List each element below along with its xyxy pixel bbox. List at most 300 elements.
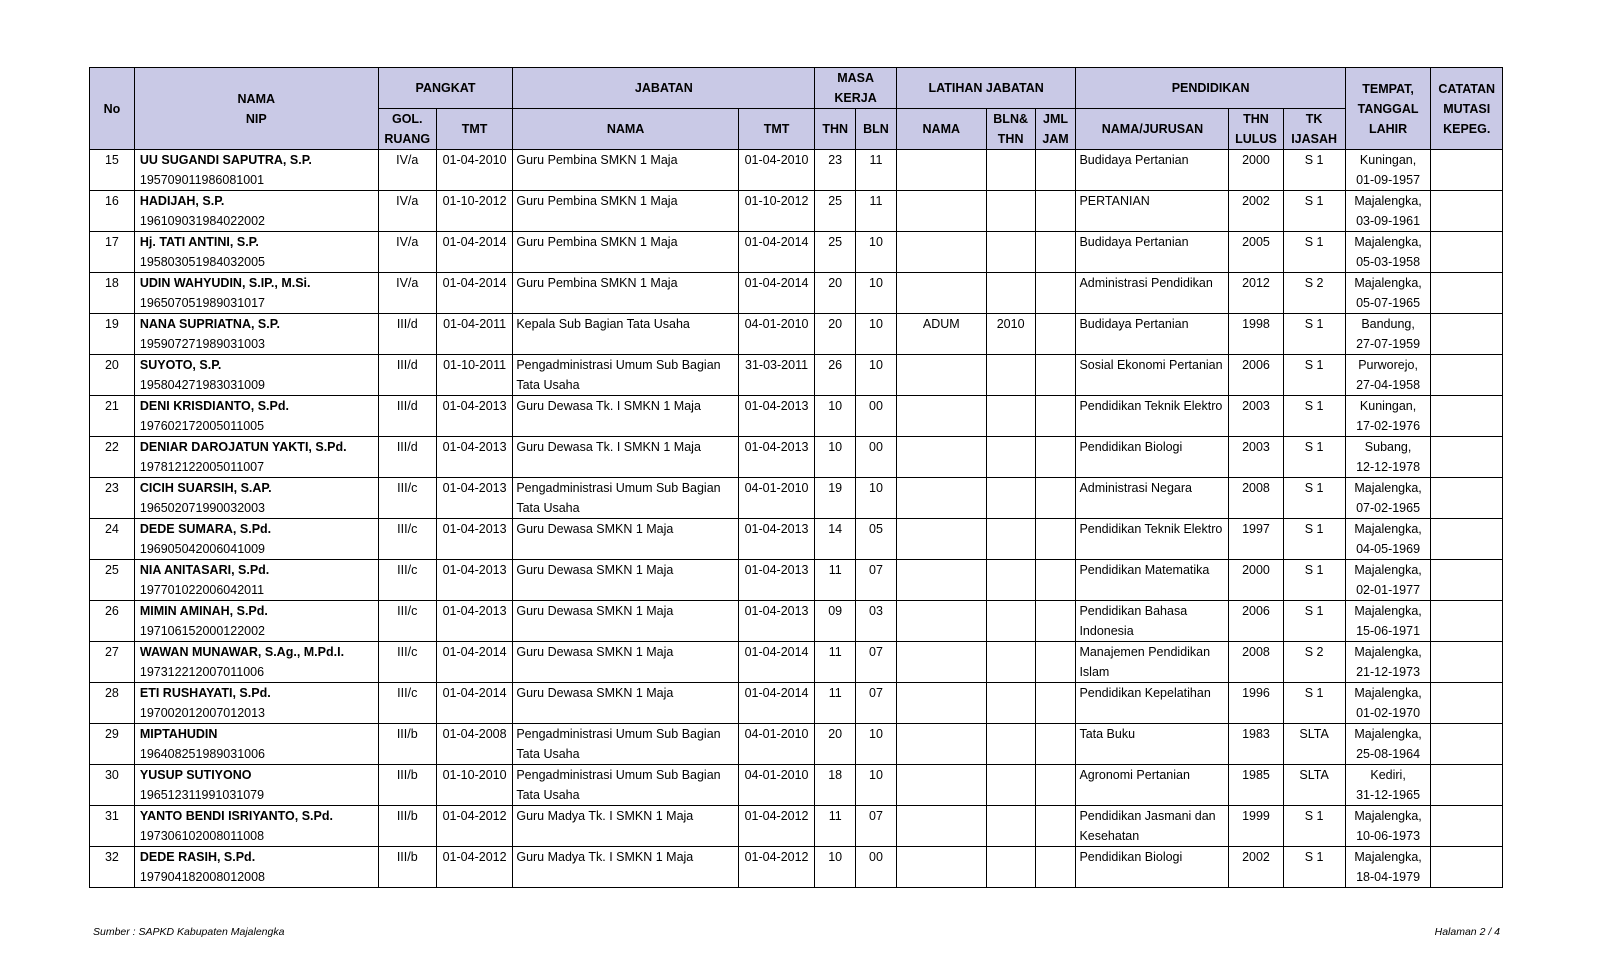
row-nama-nip: [134, 683, 378, 724]
row-gol: III/c: [378, 601, 436, 642]
row-mk-thn: 26: [815, 355, 856, 396]
row-lat-bln-thn: [986, 396, 1035, 437]
row-lat-nama: [896, 560, 986, 601]
row-tmt-pangkat: 01-04-2014: [436, 232, 513, 273]
row-mk-bln: 11: [856, 150, 897, 191]
row-tmt-pangkat: 01-04-2012: [436, 806, 513, 847]
page-number: Halaman 2 / 4: [1434, 926, 1500, 938]
employee-name: NIA ANITASARI, S.Pd.: [139, 563, 270, 577]
row-lat-bln-thn: [986, 478, 1035, 519]
row-tk-ijasah: SLTA: [1283, 724, 1345, 765]
row-mk-thn: 11: [815, 560, 856, 601]
row-tmt-pangkat: 01-04-2014: [436, 683, 513, 724]
birth-place: Majalengka,: [1354, 235, 1422, 249]
row-jurusan: PERTANIAN: [1076, 191, 1229, 232]
birth-date: 27-07-1959: [1356, 337, 1421, 351]
employee-nip: 197904182008012008: [139, 870, 266, 884]
row-lat-jml-jam: [1035, 273, 1076, 314]
row-mk-thn: 20: [815, 273, 856, 314]
col-nama-jurusan-header: NAMA/JURUSAN: [1076, 109, 1229, 150]
employee-nip: 195907271989031003: [139, 337, 266, 351]
row-lat-nama: [896, 806, 986, 847]
row-tk-ijasah: S 1: [1283, 683, 1345, 724]
row-lat-jml-jam: [1035, 806, 1076, 847]
row-no: 31: [90, 806, 135, 847]
row-jurusan: Sosial Ekonomi Pertanian: [1076, 355, 1229, 396]
row-lat-bln-thn: [986, 765, 1035, 806]
row-catatan: [1431, 519, 1503, 560]
table-row: [90, 560, 1503, 601]
row-mk-thn: 23: [815, 150, 856, 191]
row-mk-thn: 10: [815, 847, 856, 888]
row-catatan: [1431, 314, 1503, 355]
row-tk-ijasah: SLTA: [1283, 765, 1345, 806]
row-thn-lulus: 2003: [1229, 396, 1283, 437]
row-tk-ijasah: S 1: [1283, 396, 1345, 437]
row-tempat-lahir: [1345, 355, 1431, 396]
row-tmt-jabatan: 01-04-2012: [738, 847, 815, 888]
row-tempat-lahir: [1345, 273, 1431, 314]
employee-name: YUSUP SUTIYONO: [139, 768, 252, 782]
birth-place: Purworejo,: [1358, 358, 1418, 372]
row-mk-bln: 10: [856, 273, 897, 314]
row-lat-jml-jam: [1035, 355, 1076, 396]
col-thn-lulus-header: THN LULUS: [1229, 109, 1283, 150]
birth-date: 21-12-1973: [1356, 665, 1421, 679]
row-tempat-lahir: [1345, 601, 1431, 642]
row-nama-nip: [134, 642, 378, 683]
row-lat-bln-thn: [986, 437, 1035, 478]
employee-nip: 196109031984022002: [139, 214, 266, 228]
row-tk-ijasah: S 1: [1283, 150, 1345, 191]
row-lat-jml-jam: [1035, 191, 1076, 232]
birth-date: 05-07-1965: [1356, 296, 1421, 310]
row-tmt-jabatan: 04-01-2010: [738, 724, 815, 765]
row-lat-bln-thn: [986, 150, 1035, 191]
row-tmt-pangkat: 01-04-2013: [436, 396, 513, 437]
table-row: [90, 396, 1503, 437]
row-jurusan: Pendidikan Matematika: [1076, 560, 1229, 601]
row-tempat-lahir: [1345, 847, 1431, 888]
row-tmt-jabatan: 01-04-2014: [738, 273, 815, 314]
birth-date: 17-02-1976: [1356, 419, 1421, 433]
row-nama-nip: [134, 150, 378, 191]
row-tk-ijasah: S 1: [1283, 560, 1345, 601]
row-tk-ijasah: S 1: [1283, 519, 1345, 560]
col-latihan-jabatan-header: LATIHAN JABATAN: [896, 68, 1076, 109]
row-catatan: [1431, 355, 1503, 396]
row-tmt-jabatan: 04-01-2010: [738, 314, 815, 355]
row-lat-jml-jam: [1035, 560, 1076, 601]
row-tk-ijasah: S 1: [1283, 847, 1345, 888]
employee-nip: 197812122005011007: [139, 460, 265, 474]
col-tmt-jabatan-header: TMT: [738, 109, 815, 150]
row-gol: III/b: [378, 847, 436, 888]
employee-nip: 196507051989031017: [139, 296, 266, 310]
employee-name: ETI RUSHAYATI, S.Pd.: [139, 686, 271, 700]
row-mk-thn: 10: [815, 437, 856, 478]
table-row: [90, 724, 1503, 765]
employee-nip: 196905042006041009: [139, 542, 266, 556]
row-gol: III/d: [378, 437, 436, 478]
row-tempat-lahir: [1345, 683, 1431, 724]
col-pangkat-header: PANGKAT: [378, 68, 513, 109]
row-nama-nip: [134, 560, 378, 601]
row-mk-bln: 10: [856, 478, 897, 519]
row-no: 29: [90, 724, 135, 765]
row-gol: III/b: [378, 765, 436, 806]
row-no: 24: [90, 519, 135, 560]
row-catatan: [1431, 642, 1503, 683]
row-no: 28: [90, 683, 135, 724]
row-lat-nama: [896, 478, 986, 519]
row-thn-lulus: 1985: [1229, 765, 1283, 806]
birth-place: Kuningan,: [1359, 153, 1417, 167]
row-jabatan: Guru Pembina SMKN 1 Maja: [513, 191, 738, 232]
col-jml-jam-header: JML JAM: [1035, 109, 1076, 150]
row-gol: III/d: [378, 396, 436, 437]
row-jurusan: Pendidikan Teknik Elektro: [1076, 396, 1229, 437]
row-lat-bln-thn: [986, 273, 1035, 314]
row-tempat-lahir: [1345, 396, 1431, 437]
row-tempat-lahir: [1345, 806, 1431, 847]
col-nama-label: NAMA: [237, 91, 276, 106]
table-row: [90, 437, 1503, 478]
row-mk-bln: 00: [856, 396, 897, 437]
row-jabatan: Guru Dewasa SMKN 1 Maja: [513, 683, 738, 724]
row-gol: III/c: [378, 560, 436, 601]
table-row: [90, 806, 1503, 847]
row-thn-lulus: 2006: [1229, 601, 1283, 642]
row-tempat-lahir: [1345, 642, 1431, 683]
row-lat-bln-thn: [986, 806, 1035, 847]
row-lat-jml-jam: [1035, 478, 1076, 519]
birth-date: 27-04-1958: [1356, 378, 1421, 392]
row-tmt-pangkat: 01-04-2013: [436, 437, 513, 478]
row-no: 21: [90, 396, 135, 437]
employee-name: WAWAN MUNAWAR, S.Ag., M.Pd.I.: [139, 645, 345, 659]
row-tmt-pangkat: 01-04-2014: [436, 642, 513, 683]
col-jabatan-header: JABATAN: [513, 68, 815, 109]
row-lat-bln-thn: [986, 519, 1035, 560]
row-nama-nip: [134, 478, 378, 519]
row-no: 23: [90, 478, 135, 519]
row-mk-bln: 11: [856, 191, 897, 232]
employee-nip: 196408251989031006: [139, 747, 266, 761]
row-jabatan: Kepala Sub Bagian Tata Usaha: [513, 314, 738, 355]
table-row: [90, 232, 1503, 273]
birth-place: Majalengka,: [1354, 194, 1422, 208]
row-lat-bln-thn: [986, 560, 1035, 601]
row-jurusan: Pendidikan Kepelatihan: [1076, 683, 1229, 724]
employee-nip: 197312212007011006: [139, 665, 265, 679]
row-thn-lulus: 1996: [1229, 683, 1283, 724]
row-tmt-jabatan: 01-04-2014: [738, 683, 815, 724]
row-mk-bln: 10: [856, 724, 897, 765]
row-lat-nama: [896, 601, 986, 642]
row-thn-lulus: 2006: [1229, 355, 1283, 396]
employee-name: UU SUGANDI SAPUTRA, S.P.: [139, 153, 312, 167]
row-nama-nip: [134, 601, 378, 642]
birth-date: 15-06-1971: [1356, 624, 1421, 638]
row-mk-thn: 18: [815, 765, 856, 806]
birth-place: Majalengka,: [1354, 850, 1422, 864]
row-tmt-pangkat: 01-10-2012: [436, 191, 513, 232]
row-jabatan: Pengadministrasi Umum Sub Bagian Tata Usaha: [513, 355, 738, 396]
row-jurusan: Pendidikan Biologi: [1076, 437, 1229, 478]
table-row: [90, 273, 1503, 314]
employee-table: [89, 67, 1503, 888]
table-row: [90, 519, 1503, 560]
employee-nip: 195804271983031009: [139, 378, 266, 392]
row-thn-lulus: 1997: [1229, 519, 1283, 560]
row-lat-nama: [896, 150, 986, 191]
birth-place: Majalengka,: [1354, 563, 1422, 577]
birth-date: 18-04-1979: [1356, 870, 1421, 884]
row-thn-lulus: 2008: [1229, 478, 1283, 519]
row-catatan: [1431, 437, 1503, 478]
row-gol: III/c: [378, 642, 436, 683]
employee-nip: 195709011986081001: [139, 173, 265, 187]
row-jurusan: Pendidikan Jasmani dan Kesehatan: [1076, 806, 1229, 847]
row-tempat-lahir: [1345, 478, 1431, 519]
col-masa-kerja-header: MASA KERJA: [815, 68, 897, 109]
row-tk-ijasah: S 1: [1283, 191, 1345, 232]
row-lat-nama: [896, 724, 986, 765]
row-gol: III/d: [378, 314, 436, 355]
row-tmt-jabatan: 01-04-2010: [738, 150, 815, 191]
row-lat-jml-jam: [1035, 683, 1076, 724]
row-tmt-jabatan: 01-04-2013: [738, 560, 815, 601]
row-tmt-jabatan: 31-03-2011: [738, 355, 815, 396]
row-nama-nip: [134, 232, 378, 273]
row-tk-ijasah: S 1: [1283, 478, 1345, 519]
row-lat-bln-thn: [986, 847, 1035, 888]
row-tempat-lahir: [1345, 560, 1431, 601]
row-lat-bln-thn: [986, 232, 1035, 273]
employee-name: CICIH SUARSIH, S.AP.: [139, 481, 272, 495]
employee-nip: 197602172005011005: [139, 419, 265, 433]
col-bln-thn-header: BLN& THN: [986, 109, 1035, 150]
row-mk-thn: 11: [815, 806, 856, 847]
row-catatan: [1431, 806, 1503, 847]
row-tmt-pangkat: 01-04-2013: [436, 519, 513, 560]
row-catatan: [1431, 478, 1503, 519]
row-mk-bln: 10: [856, 765, 897, 806]
row-tmt-jabatan: 01-04-2013: [738, 601, 815, 642]
row-tmt-jabatan: 04-01-2010: [738, 478, 815, 519]
row-no: 30: [90, 765, 135, 806]
row-jabatan: Guru Pembina SMKN 1 Maja: [513, 150, 738, 191]
row-thn-lulus: 2002: [1229, 191, 1283, 232]
row-jurusan: Pendidikan Biologi: [1076, 847, 1229, 888]
row-thn-lulus: 2002: [1229, 847, 1283, 888]
row-gol: III/d: [378, 355, 436, 396]
employee-name: DEDE RASIH, S.Pd.: [139, 850, 256, 864]
row-no: 22: [90, 437, 135, 478]
row-lat-jml-jam: [1035, 601, 1076, 642]
row-lat-jml-jam: [1035, 642, 1076, 683]
birth-place: Kuningan,: [1359, 399, 1417, 413]
col-bln-header: BLN: [856, 109, 897, 150]
row-jabatan: Guru Dewasa Tk. I SMKN 1 Maja: [513, 396, 738, 437]
row-tk-ijasah: S 1: [1283, 806, 1345, 847]
source-note: Sumber : SAPKD Kabupaten Majalengka: [93, 926, 285, 938]
employee-name: DENIAR DAROJATUN YAKTI, S.Pd.: [139, 440, 347, 454]
row-no: 32: [90, 847, 135, 888]
birth-place: Bandung,: [1361, 317, 1415, 331]
row-thn-lulus: 1983: [1229, 724, 1283, 765]
row-mk-bln: 03: [856, 601, 897, 642]
row-mk-bln: 07: [856, 806, 897, 847]
row-tempat-lahir: [1345, 437, 1431, 478]
row-jabatan: Guru Dewasa SMKN 1 Maja: [513, 560, 738, 601]
birth-date: 01-02-1970: [1356, 706, 1421, 720]
row-thn-lulus: 2003: [1229, 437, 1283, 478]
row-nama-nip: [134, 765, 378, 806]
row-tmt-jabatan: 01-04-2014: [738, 232, 815, 273]
employee-nip: 197306102008011008: [139, 829, 265, 843]
row-nama-nip: [134, 273, 378, 314]
row-jabatan: Pengadministrasi Umum Sub Bagian Tata Usaha: [513, 724, 738, 765]
birth-date: 10-06-1973: [1356, 829, 1421, 843]
row-no: 20: [90, 355, 135, 396]
birth-place: Subang,: [1364, 440, 1412, 454]
row-gol: III/c: [378, 478, 436, 519]
table-row: [90, 642, 1503, 683]
row-catatan: [1431, 560, 1503, 601]
row-tmt-jabatan: 01-04-2012: [738, 806, 815, 847]
row-no: 26: [90, 601, 135, 642]
row-jabatan: Guru Dewasa SMKN 1 Maja: [513, 642, 738, 683]
table-row: [90, 847, 1503, 888]
row-jurusan: Pendidikan Teknik Elektro: [1076, 519, 1229, 560]
row-lat-jml-jam: [1035, 847, 1076, 888]
col-tmt-pangkat-header: TMT: [436, 109, 513, 150]
row-mk-thn: 25: [815, 191, 856, 232]
row-tmt-pangkat: 01-04-2008: [436, 724, 513, 765]
row-nama-nip: [134, 847, 378, 888]
row-mk-bln: 07: [856, 683, 897, 724]
row-gol: IV/a: [378, 191, 436, 232]
row-mk-thn: 19: [815, 478, 856, 519]
row-tmt-pangkat: 01-10-2010: [436, 765, 513, 806]
row-jurusan: Budidaya Pertanian: [1076, 150, 1229, 191]
col-nip-label: NIP: [245, 111, 267, 126]
birth-date: 04-05-1969: [1356, 542, 1421, 556]
row-lat-bln-thn: [986, 601, 1035, 642]
row-tmt-jabatan: 01-04-2013: [738, 519, 815, 560]
row-tmt-jabatan: 01-04-2013: [738, 396, 815, 437]
birth-place: Majalengka,: [1354, 604, 1422, 618]
employee-name: DENI KRISDIANTO, S.Pd.: [139, 399, 289, 413]
row-jabatan: Guru Pembina SMKN 1 Maja: [513, 232, 738, 273]
row-nama-nip: [134, 191, 378, 232]
row-mk-bln: 05: [856, 519, 897, 560]
row-tempat-lahir: [1345, 314, 1431, 355]
row-lat-nama: [896, 519, 986, 560]
row-catatan: [1431, 847, 1503, 888]
row-tempat-lahir: [1345, 150, 1431, 191]
row-mk-thn: 09: [815, 601, 856, 642]
col-tempat-tanggal-lahir-header: TEMPAT, TANGGAL LAHIR: [1345, 68, 1431, 150]
employee-nip: 197701022006042011: [139, 583, 265, 597]
col-tk-ijasah-header: TK IJASAH: [1283, 109, 1345, 150]
table-row: [90, 150, 1503, 191]
row-lat-bln-thn: 2010: [986, 314, 1035, 355]
row-tmt-pangkat: 01-04-2011: [436, 314, 513, 355]
birth-date: 12-12-1978: [1356, 460, 1421, 474]
row-mk-thn: 20: [815, 724, 856, 765]
birth-place: Majalengka,: [1354, 522, 1422, 536]
row-mk-bln: 00: [856, 437, 897, 478]
row-mk-thn: 14: [815, 519, 856, 560]
row-lat-bln-thn: [986, 683, 1035, 724]
row-mk-thn: 11: [815, 642, 856, 683]
row-jurusan: Administrasi Pendidikan: [1076, 273, 1229, 314]
row-jurusan: Budidaya Pertanian: [1076, 314, 1229, 355]
row-jurusan: Budidaya Pertanian: [1076, 232, 1229, 273]
row-thn-lulus: 2000: [1229, 560, 1283, 601]
row-mk-bln: 07: [856, 642, 897, 683]
employee-name: HADIJAH, S.P.: [139, 194, 225, 208]
row-gol: III/b: [378, 806, 436, 847]
birth-place: Majalengka,: [1354, 276, 1422, 290]
row-lat-jml-jam: [1035, 437, 1076, 478]
row-tk-ijasah: S 2: [1283, 273, 1345, 314]
table-row: [90, 314, 1503, 355]
row-lat-jml-jam: [1035, 519, 1076, 560]
row-catatan: [1431, 765, 1503, 806]
row-jabatan: Guru Madya Tk. I SMKN 1 Maja: [513, 806, 738, 847]
row-tmt-pangkat: 01-04-2012: [436, 847, 513, 888]
row-mk-thn: 11: [815, 683, 856, 724]
table-row: [90, 355, 1503, 396]
birth-date: 07-02-1965: [1356, 501, 1421, 515]
row-tmt-jabatan: 01-10-2012: [738, 191, 815, 232]
row-tempat-lahir: [1345, 191, 1431, 232]
birth-place: Majalengka,: [1354, 686, 1422, 700]
row-catatan: [1431, 150, 1503, 191]
table-body: [90, 150, 1503, 888]
row-lat-nama: [896, 847, 986, 888]
row-tmt-pangkat: 01-04-2010: [436, 150, 513, 191]
row-gol: III/c: [378, 683, 436, 724]
row-gol: III/c: [378, 519, 436, 560]
row-thn-lulus: 1999: [1229, 806, 1283, 847]
row-mk-bln: 00: [856, 847, 897, 888]
row-jabatan: Guru Dewasa SMKN 1 Maja: [513, 601, 738, 642]
row-nama-nip: [134, 519, 378, 560]
table-header: [90, 68, 1503, 150]
row-nama-nip: [134, 724, 378, 765]
row-thn-lulus: 2000: [1229, 150, 1283, 191]
row-gol: III/b: [378, 724, 436, 765]
birth-place: Majalengka,: [1354, 809, 1422, 823]
birth-date: 03-09-1961: [1356, 214, 1421, 228]
row-catatan: [1431, 191, 1503, 232]
row-nama-nip: [134, 806, 378, 847]
row-gol: IV/a: [378, 232, 436, 273]
row-tmt-jabatan: 01-04-2013: [738, 437, 815, 478]
row-no: 15: [90, 150, 135, 191]
row-jabatan: Pengadministrasi Umum Sub Bagian Tata Usaha: [513, 478, 738, 519]
row-tempat-lahir: [1345, 232, 1431, 273]
employee-nip: 197106152000122002: [139, 624, 266, 638]
row-lat-nama: [896, 683, 986, 724]
row-mk-bln: 07: [856, 560, 897, 601]
row-tempat-lahir: [1345, 765, 1431, 806]
